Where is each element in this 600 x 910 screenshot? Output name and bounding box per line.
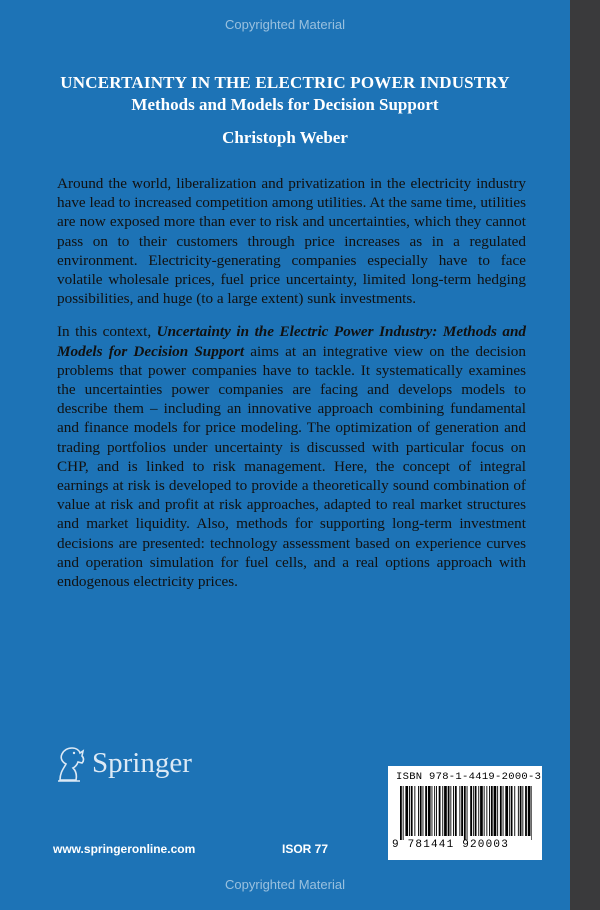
barcode-bar xyxy=(428,786,431,836)
barcode-bar xyxy=(405,786,408,836)
barcode-bar xyxy=(484,786,485,836)
barcode-bar xyxy=(434,786,435,836)
barcode-bar xyxy=(450,786,451,836)
barcode-bar xyxy=(467,786,468,840)
isbn-label: ISBN 978-1-4419-2000-3 xyxy=(396,771,542,783)
barcode-bar xyxy=(403,786,404,840)
barcode-bar xyxy=(486,786,487,836)
barcode-bar xyxy=(520,786,522,836)
barcode-bar xyxy=(494,786,497,836)
barcode-bar xyxy=(464,786,466,840)
series-code: ISOR 77 xyxy=(282,842,329,856)
blurb-p2-rest: aims at an integrative view on the decision problems that power companies have to tackle. It systematically examines the uncertainties power companies are facing and develops models to describe them – including an innovative approach combining fundamental and finance models for price modeling. The optimization of generation and trading portfolios under uncertainty is discussed with particular focus on CHP, and is linked to risk management. Here, the concept of integral earnings at risk is developed to provide a theoretically sound combination of value at risk and profit at risk approaches, adapted to real market structures and market liquidity. Also, methods for supporting long-term investment decisions are presented: technology assessment based on experience curves and operation simulation for fuel cells, and a real options approach with endogenous electricity prices. xyxy=(57,342,526,591)
barcode-bar xyxy=(509,786,510,836)
barcode-bar xyxy=(505,786,508,836)
barcode-bar xyxy=(442,786,443,836)
barcode-bar xyxy=(531,786,532,840)
book-author: Christoph Weber xyxy=(222,128,348,147)
barcode-bar xyxy=(455,786,457,836)
barcode-bar xyxy=(436,786,437,836)
blurb-paragraph-1: Around the world, liberalization and privatization in the electricity industry have lead to increased competition among utilities. At the same time, utilities are now exposed more than ever to risk and uncertainties, which they cannot pass on to their customers through price increases as in a regulated environment. Electricity-generating companies especially have to face volatile wholesale prices, fuel price uncertainty, limited long-term hedging possibilities, and huge (to a large extent) sunk investments. xyxy=(57,175,526,308)
barcode-bar xyxy=(453,786,454,836)
blurb-p2-book-title: Uncertainty in the Electric Power Industry: Methods and Models for Decision Support xyxy=(57,323,527,360)
barcode-bar xyxy=(511,786,513,836)
barcode-box xyxy=(388,766,542,860)
barcode-bar xyxy=(528,786,531,836)
barcode-bar xyxy=(470,786,472,836)
barcode-bar xyxy=(518,786,519,836)
publisher-url: www.springeronline.com xyxy=(53,842,196,856)
barcode-bar xyxy=(514,786,515,836)
barcode-bar xyxy=(448,786,450,836)
barcode-bar xyxy=(503,786,504,836)
barcode-bar xyxy=(522,786,523,836)
barcode-bar xyxy=(432,786,433,836)
barcode-bar xyxy=(444,786,447,836)
barcode-bar xyxy=(414,786,415,836)
barcode-bar xyxy=(489,786,490,836)
barcode-bar xyxy=(400,786,402,840)
barcode-bar xyxy=(475,786,477,836)
barcode-bar xyxy=(423,786,424,836)
blurb xyxy=(57,174,526,605)
springer-horse-icon xyxy=(52,742,88,784)
barcode-bar xyxy=(478,786,479,836)
publisher-name: Springer xyxy=(92,746,192,779)
barcode-bar xyxy=(473,786,474,836)
barcode-bar xyxy=(409,786,410,836)
barcode-bar xyxy=(425,786,427,836)
barcode-bar xyxy=(525,786,527,836)
book-spine xyxy=(570,0,600,910)
barcode-bar xyxy=(497,786,498,836)
barcode-bar xyxy=(411,786,413,836)
barcode-bars xyxy=(400,786,532,842)
book-subtitle: Methods and Models for Decision Support xyxy=(131,95,439,114)
barcode-digits: 9 781441 920003 xyxy=(392,839,510,851)
title-block xyxy=(0,72,570,148)
barcode-bar xyxy=(418,786,419,836)
barcode-bar xyxy=(461,786,463,836)
barcode-bar xyxy=(491,786,493,836)
watermark-bottom: Copyrighted Material xyxy=(225,877,345,892)
watermark-top: Copyrighted Material xyxy=(225,17,345,32)
blurb-p2-intro: In this context, xyxy=(57,323,157,341)
barcode-bar xyxy=(420,786,422,836)
barcode-bar xyxy=(500,786,502,836)
barcode-bar xyxy=(480,786,483,836)
blurb-paragraph-2 xyxy=(57,322,526,591)
publisher-logo xyxy=(52,740,192,786)
barcode-bar xyxy=(459,786,460,836)
book-title: UNCERTAINTY IN THE ELECTRIC POWER INDUSTRY xyxy=(60,73,510,92)
barcode-bar xyxy=(439,786,441,836)
